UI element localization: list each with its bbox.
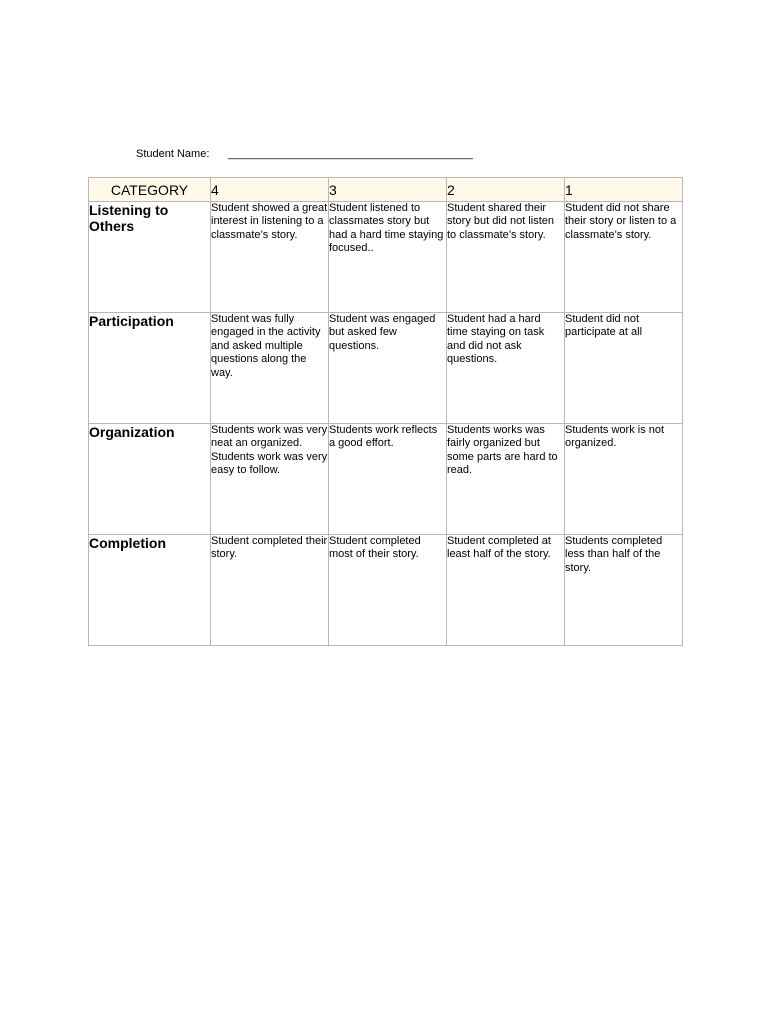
header-score-1: 1 xyxy=(565,178,683,202)
student-name-blank[interactable]: ________________________________________ xyxy=(228,148,473,160)
criteria-cell: Students completed less than half of the story. xyxy=(565,535,683,646)
header-score-2: 2 xyxy=(447,178,565,202)
rubric-row-participation xyxy=(89,313,683,424)
criteria-cell: Student completed at least half of the story. xyxy=(447,535,565,646)
criteria-cell: Students works was fairly organized but some parts are hard to read. xyxy=(447,424,565,535)
student-name-label: Student Name: xyxy=(136,148,210,160)
criteria-cell: Student completed most of their story. xyxy=(329,535,447,646)
criteria-cell: Students work was very neat an organized. Students work was very easy to follow. xyxy=(211,424,329,535)
rubric-table xyxy=(88,177,683,646)
criteria-cell: Student did not participate at all xyxy=(565,313,683,424)
criteria-cell: Student listened to classmates story but had a hard time staying focused.. xyxy=(329,202,447,313)
rubric-header-row xyxy=(89,178,683,202)
rubric-row-organization xyxy=(89,424,683,535)
criteria-cell: Student did not share their story or listen to a classmate’s story. xyxy=(565,202,683,313)
category-cell: Completion xyxy=(89,535,211,646)
category-cell: Participation xyxy=(89,313,211,424)
student-name-line xyxy=(136,148,473,160)
criteria-cell: Student was engaged but asked few questions. xyxy=(329,313,447,424)
header-score-4: 4 xyxy=(211,178,329,202)
criteria-cell: Student was fully engaged in the activity and asked multiple questions along the way. xyxy=(211,313,329,424)
rubric-row-completion xyxy=(89,535,683,646)
header-score-3: 3 xyxy=(329,178,447,202)
criteria-cell: Students work reflects a good effort. xyxy=(329,424,447,535)
criteria-cell: Student had a hard time staying on task and did not ask questions. xyxy=(447,313,565,424)
rubric-row-listening xyxy=(89,202,683,313)
criteria-cell: Student completed their story. xyxy=(211,535,329,646)
criteria-cell: Student shared their story but did not listen to classmate’s story. xyxy=(447,202,565,313)
category-cell: Organization xyxy=(89,424,211,535)
header-category: CATEGORY xyxy=(89,178,211,202)
criteria-cell: Student showed a great interest in listening to a classmate’s story. xyxy=(211,202,329,313)
category-cell: Listening to Others xyxy=(89,202,211,313)
criteria-cell: Students work is not organized. xyxy=(565,424,683,535)
